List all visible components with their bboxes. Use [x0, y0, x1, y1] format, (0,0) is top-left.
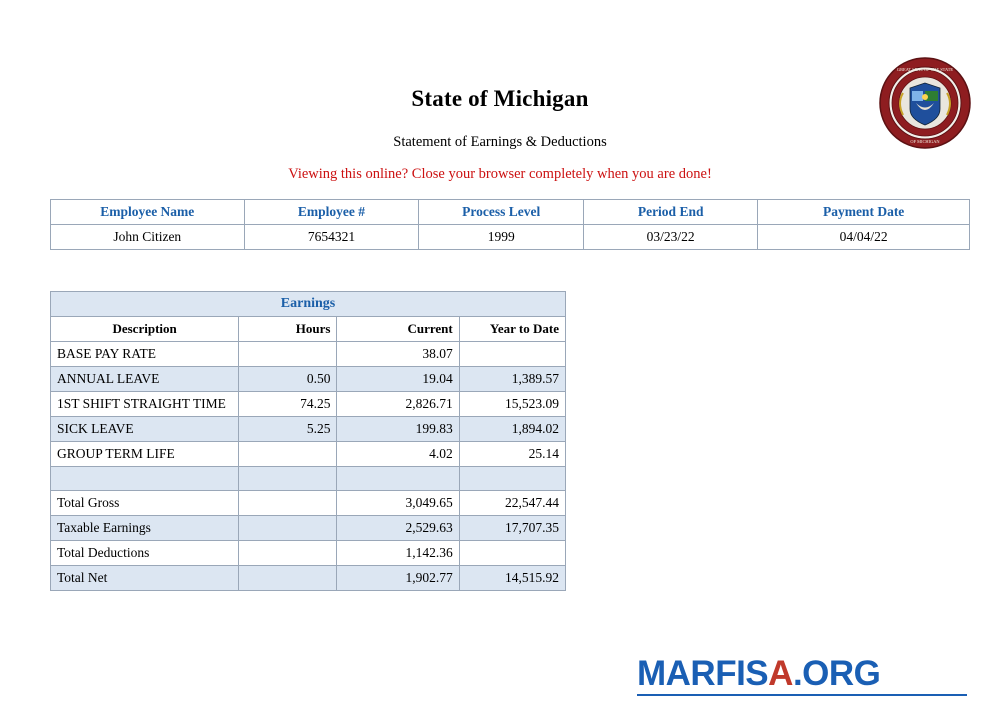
state-seal-icon: [879, 57, 971, 149]
logo-text-part1: MARFIS: [637, 654, 769, 693]
cell-current: 4.02: [337, 442, 459, 467]
cell-current: 2,529.63: [337, 516, 459, 541]
cell-process-level: 1999: [419, 225, 584, 250]
column-header-description: Description: [51, 317, 239, 342]
cell-ytd: 1,894.02: [459, 417, 565, 442]
earnings-table: [50, 291, 566, 591]
table-row-total: [51, 566, 566, 591]
column-header-hours: Hours: [239, 317, 337, 342]
cell-hours: 5.25: [239, 417, 337, 442]
table-row-spacer: [51, 467, 566, 491]
logo-text-part3: .ORG: [792, 654, 881, 693]
employee-info-table: [50, 199, 970, 250]
cell-employee-name: John Citizen: [51, 225, 245, 250]
cell-description: SICK LEAVE: [51, 417, 239, 442]
cell-ytd: 14,515.92: [459, 566, 565, 591]
cell-hours: [239, 342, 337, 367]
cell-period-end: 03/23/22: [584, 225, 758, 250]
cell-ytd: 22,547.44: [459, 491, 565, 516]
cell-description: Total Deductions: [51, 541, 239, 566]
cell-ytd: 15,523.09: [459, 392, 565, 417]
table-row: [51, 367, 566, 392]
table-row: [51, 417, 566, 442]
earnings-section-title: Earnings: [51, 292, 566, 317]
column-header-ytd: Year to Date: [459, 317, 565, 342]
cell-description: ANNUAL LEAVE: [51, 367, 239, 392]
cell-ytd: 17,707.35: [459, 516, 565, 541]
cell-ytd: [459, 342, 565, 367]
cell-ytd: [459, 541, 565, 566]
earnings-section-title-row: [51, 292, 566, 317]
cell-hours: [239, 566, 337, 591]
cell-hours: 0.50: [239, 367, 337, 392]
column-header-period-end: Period End: [584, 200, 758, 225]
cell-current: 19.04: [337, 367, 459, 392]
table-row: [51, 442, 566, 467]
cell-description: 1ST SHIFT STRAIGHT TIME: [51, 392, 239, 417]
cell-current: 199.83: [337, 417, 459, 442]
cell-description: Total Net: [51, 566, 239, 591]
cell-description: Total Gross: [51, 491, 239, 516]
cell-current: 1,902.77: [337, 566, 459, 591]
cell-ytd: 25.14: [459, 442, 565, 467]
cell-ytd: [459, 467, 565, 491]
table-row-total: [51, 541, 566, 566]
cell-hours: [239, 442, 337, 467]
column-header-current: Current: [337, 317, 459, 342]
cell-ytd: 1,389.57: [459, 367, 565, 392]
column-header-employee-name: Employee Name: [51, 200, 245, 225]
column-header-payment-date: Payment Date: [758, 200, 970, 225]
cell-hours: 74.25: [239, 392, 337, 417]
browser-notice: Viewing this online? Close your browser completely when you are done!: [288, 166, 712, 182]
table-row-total: [51, 491, 566, 516]
table-row-total: [51, 516, 566, 541]
column-header-employee-number: Employee #: [244, 200, 419, 225]
page-title: State of Michigan: [411, 86, 589, 111]
cell-current: 38.07: [337, 342, 459, 367]
logo-text-part2: A: [768, 654, 793, 693]
cell-payment-date: 04/04/22: [758, 225, 970, 250]
cell-description: GROUP TERM LIFE: [51, 442, 239, 467]
cell-description: Taxable Earnings: [51, 516, 239, 541]
cell-current: [337, 467, 459, 491]
table-row: [51, 392, 566, 417]
cell-hours: [239, 467, 337, 491]
cell-current: 2,826.71: [337, 392, 459, 417]
table-row: [51, 225, 970, 250]
table-row: [51, 342, 566, 367]
earnings-header-row: [51, 317, 566, 342]
marfisa-logo: [637, 655, 880, 693]
column-header-process-level: Process Level: [419, 200, 584, 225]
cell-description: BASE PAY RATE: [51, 342, 239, 367]
page-subtitle: Statement of Earnings & Deductions: [393, 134, 607, 150]
logo-underline: [637, 694, 967, 696]
cell-employee-number: 7654321: [244, 225, 419, 250]
table-header-row: [51, 200, 970, 225]
cell-hours: [239, 516, 337, 541]
svg-text:GREAT SEAL OF THE STATE: GREAT SEAL OF THE STATE: [896, 67, 954, 72]
cell-current: 3,049.65: [337, 491, 459, 516]
cell-description: [51, 467, 239, 491]
svg-text:OF MICHIGAN: OF MICHIGAN: [910, 139, 940, 144]
cell-hours: [239, 541, 337, 566]
cell-hours: [239, 491, 337, 516]
cell-current: 1,142.36: [337, 541, 459, 566]
